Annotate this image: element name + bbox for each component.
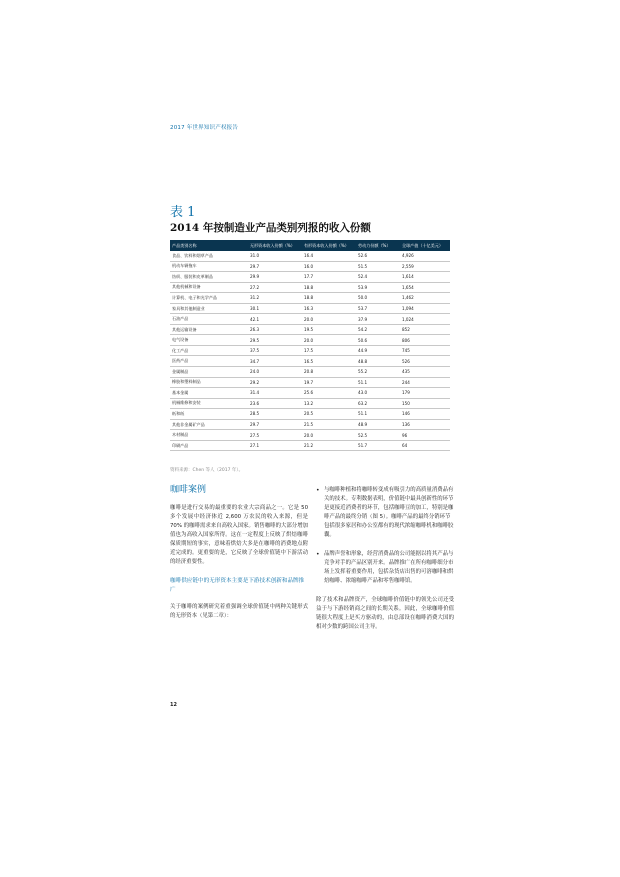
cell-tangible-share: 18.8 bbox=[302, 282, 356, 293]
cell-global-output: 244 bbox=[400, 377, 450, 388]
cell-intangible-share: 29.5 bbox=[248, 335, 302, 346]
table-title: 2014 年按制造业产品类别列报的收入份额 bbox=[170, 222, 371, 234]
cell-category: 其他运输设备 bbox=[170, 324, 248, 335]
cell-labour-share: 51.7 bbox=[356, 440, 400, 451]
table-row bbox=[170, 345, 450, 356]
table-row bbox=[170, 419, 450, 430]
bullet-icon: • bbox=[316, 487, 320, 494]
cell-intangible-share: 29.2 bbox=[248, 377, 302, 388]
table-row bbox=[170, 409, 450, 420]
cell-labour-share: 63.2 bbox=[356, 398, 400, 409]
cell-category: 纸和纸 bbox=[170, 409, 248, 420]
cell-category: 电气设备 bbox=[170, 335, 248, 346]
cell-global-output: 136 bbox=[400, 419, 450, 430]
cell-intangible-share: 24.0 bbox=[248, 367, 302, 378]
table-row bbox=[170, 430, 450, 441]
cell-labour-share: 53.9 bbox=[356, 282, 400, 293]
cell-intangible-share: 37.5 bbox=[248, 345, 302, 356]
cell-category: 石油产品 bbox=[170, 314, 248, 325]
bullet-text: 与咖啡种植和将咖啡转变成有吸引力的高质量消费品有关的技术。专利数据表明，价值链中最具创新性的环节是更接近消费者的环节，包括咖啡豆的加工，特别是咖啡产品的最终分销（图 5）。咖啡产品的最终分销环节包括很多家居和办公室都有的现代浓缩咖啡机和咖啡胶囊。 bbox=[324, 487, 454, 538]
cell-global-output: 179 bbox=[400, 388, 450, 399]
table-row bbox=[170, 314, 450, 325]
cell-labour-share: 54.2 bbox=[356, 324, 400, 335]
cell-category: 纺织、服装和皮革制品 bbox=[170, 272, 248, 283]
cell-category: 木材制品 bbox=[170, 430, 248, 441]
cell-category: 计算机、电子和光学产品 bbox=[170, 293, 248, 304]
table-row bbox=[170, 293, 450, 304]
header-labour-share: 劳动力份额（%） bbox=[356, 240, 400, 251]
cell-labour-share: 51.5 bbox=[356, 261, 400, 272]
cell-category: 医药产品 bbox=[170, 356, 248, 367]
cell-intangible-share: 30.1 bbox=[248, 303, 302, 314]
cell-category: 橡胶和塑料制品 bbox=[170, 377, 248, 388]
cell-category: 其他机械和设备 bbox=[170, 282, 248, 293]
header-intangible-share: 无形资本收入份额（%） bbox=[248, 240, 302, 251]
cell-category: 机械维修和安装 bbox=[170, 398, 248, 409]
table-row bbox=[170, 303, 450, 314]
left-column bbox=[170, 482, 308, 631]
cell-tangible-share: 20.0 bbox=[302, 335, 356, 346]
header-global-output: 全球产值（十亿美元） bbox=[400, 240, 450, 251]
cell-labour-share: 51.1 bbox=[356, 377, 400, 388]
cell-intangible-share: 31.2 bbox=[248, 293, 302, 304]
cell-category: 基本金属 bbox=[170, 388, 248, 399]
cell-labour-share: 50.6 bbox=[356, 335, 400, 346]
table-body bbox=[170, 251, 450, 451]
cell-labour-share: 52.5 bbox=[356, 430, 400, 441]
cell-labour-share: 55.2 bbox=[356, 367, 400, 378]
cell-global-output: 745 bbox=[400, 345, 450, 356]
cell-labour-share: 48.9 bbox=[356, 419, 400, 430]
cell-tangible-share: 17.7 bbox=[302, 272, 356, 283]
section-heading: 咖啡案例 bbox=[170, 485, 207, 495]
cell-intangible-share: 27.5 bbox=[248, 430, 302, 441]
bullet-item bbox=[316, 486, 454, 540]
cell-intangible-share: 26.3 bbox=[248, 324, 302, 335]
table-row bbox=[170, 367, 450, 378]
table-row bbox=[170, 440, 450, 451]
bullet-text: 品牌声誉和形象，经营消费品的公司能据以将其产品与竞争对手的产品区别开来。品牌推广在所有咖啡细分市场上发挥着重要作用，包括杂货店出售的可溶咖啡和烘焙咖啡、浓缩咖啡产品和零售咖啡馆。 bbox=[324, 551, 454, 584]
cell-intangible-share: 34.7 bbox=[248, 356, 302, 367]
cell-labour-share: 48.8 bbox=[356, 356, 400, 367]
table-row bbox=[170, 398, 450, 409]
bullet-item bbox=[316, 550, 454, 586]
body-paragraph: 关于咖啡的案例研究着重强调全球价值链中两种关键形式的无形资本（见第二章）： bbox=[170, 604, 308, 619]
table-row bbox=[170, 272, 450, 283]
cell-global-output: 146 bbox=[400, 409, 450, 420]
cell-intangible-share: 29.7 bbox=[248, 419, 302, 430]
page-number: 12 bbox=[170, 702, 177, 708]
cell-tangible-share: 18.8 bbox=[302, 293, 356, 304]
data-table bbox=[170, 240, 450, 451]
cell-tangible-share: 21.2 bbox=[302, 440, 356, 451]
table-row bbox=[170, 356, 450, 367]
cell-category: 金属制品 bbox=[170, 367, 248, 378]
cell-tangible-share: 20.8 bbox=[302, 367, 356, 378]
cell-tangible-share: 16.4 bbox=[302, 251, 356, 261]
body-paragraph: 除了技术和品牌资产，全球咖啡价值链中的领先公司还受益于与下游经销商之间的长期关系。因此，全球咖啡价值链很大程度上是买方驱动的，由总部设在咖啡消费大国的相对少数的跨国公司主导。 bbox=[316, 597, 454, 630]
cell-global-output: 1,024 bbox=[400, 314, 450, 325]
cell-labour-share: 37.9 bbox=[356, 314, 400, 325]
cell-tangible-share: 16.3 bbox=[302, 303, 356, 314]
cell-global-output: 1,094 bbox=[400, 303, 450, 314]
cell-intangible-share: 31.0 bbox=[248, 251, 302, 261]
source-note: 资料来源：Chen 等人（2017 年）。 bbox=[170, 468, 244, 473]
cell-tangible-share: 17.5 bbox=[302, 345, 356, 356]
cell-global-output: 526 bbox=[400, 356, 450, 367]
cell-category: 印刷产品 bbox=[170, 440, 248, 451]
cell-labour-share: 50.0 bbox=[356, 293, 400, 304]
cell-category: 食品、饮料和烟草产品 bbox=[170, 251, 248, 261]
cell-intangible-share: 42.1 bbox=[248, 314, 302, 325]
cell-global-output: 435 bbox=[400, 367, 450, 378]
cell-category: 家具和其他制造业 bbox=[170, 303, 248, 314]
cell-tangible-share: 20.0 bbox=[302, 430, 356, 441]
running-header: 2017 年世界知识产权报告 bbox=[170, 125, 239, 131]
cell-labour-share: 51.1 bbox=[356, 409, 400, 420]
cell-global-output: 1,654 bbox=[400, 282, 450, 293]
cell-labour-share: 52.4 bbox=[356, 272, 400, 283]
body-paragraph: 咖啡是进行交易的最重要的农业大宗商品之一。它是 50 多个发展中经济体近 2,600 万农民的收入来源，但是 70% 的咖啡需求来自高收入国家。销售咖啡的大部分增加值也为高收入国家所得。这在一定程度上反映了烘焙咖啡保质期短的事实，意味着烘焙大多是在咖啡的消费地点附近完成的。更重要的是，它反映了全球价值链中下游活动的经济重要性。 bbox=[170, 505, 308, 565]
table-label: 表 1 bbox=[170, 205, 196, 220]
cell-tangible-share: 16.0 bbox=[302, 261, 356, 272]
cell-intangible-share: 27.1 bbox=[248, 440, 302, 451]
cell-intangible-share: 23.6 bbox=[248, 398, 302, 409]
cell-category: 其他非金属矿产品 bbox=[170, 419, 248, 430]
cell-global-output: 4,926 bbox=[400, 251, 450, 261]
cell-tangible-share: 21.5 bbox=[302, 419, 356, 430]
subheading: 咖啡供应链中的无形资本主要是下游技术创新和品牌推广 bbox=[170, 578, 305, 593]
table-header-row bbox=[170, 240, 450, 251]
cell-tangible-share: 19.5 bbox=[302, 324, 356, 335]
cell-labour-share: 44.9 bbox=[356, 345, 400, 356]
cell-global-output: 64 bbox=[400, 440, 450, 451]
cell-tangible-share: 25.6 bbox=[302, 388, 356, 399]
header-tangible-share: 有形资本收入份额（%） bbox=[302, 240, 356, 251]
cell-intangible-share: 29.7 bbox=[248, 261, 302, 272]
cell-labour-share: 52.6 bbox=[356, 251, 400, 261]
cell-tangible-share: 13.2 bbox=[302, 398, 356, 409]
table-row bbox=[170, 377, 450, 388]
cell-global-output: 806 bbox=[400, 335, 450, 346]
cell-global-output: 1,462 bbox=[400, 293, 450, 304]
cell-labour-share: 43.0 bbox=[356, 388, 400, 399]
cell-intangible-share: 31.4 bbox=[248, 388, 302, 399]
cell-intangible-share: 29.9 bbox=[248, 272, 302, 283]
table-row bbox=[170, 251, 450, 261]
bullet-icon: • bbox=[316, 551, 320, 558]
table-row bbox=[170, 335, 450, 346]
table-row bbox=[170, 388, 450, 399]
right-column bbox=[316, 486, 454, 642]
cell-global-output: 1,614 bbox=[400, 272, 450, 283]
table-row bbox=[170, 261, 450, 272]
cell-category: 化工产品 bbox=[170, 345, 248, 356]
cell-intangible-share: 28.5 bbox=[248, 409, 302, 420]
cell-global-output: 2,559 bbox=[400, 261, 450, 272]
cell-tangible-share: 19.7 bbox=[302, 377, 356, 388]
cell-global-output: 852 bbox=[400, 324, 450, 335]
cell-intangible-share: 27.2 bbox=[248, 282, 302, 293]
table-row bbox=[170, 282, 450, 293]
cell-labour-share: 53.7 bbox=[356, 303, 400, 314]
cell-global-output: 150 bbox=[400, 398, 450, 409]
cell-tangible-share: 16.5 bbox=[302, 356, 356, 367]
cell-category: 机动车辆拖车 bbox=[170, 261, 248, 272]
cell-tangible-share: 20.0 bbox=[302, 314, 356, 325]
header-category: 产品类别名称 bbox=[170, 240, 248, 251]
cell-global-output: 96 bbox=[400, 430, 450, 441]
cell-tangible-share: 20.5 bbox=[302, 409, 356, 420]
table-row bbox=[170, 324, 450, 335]
